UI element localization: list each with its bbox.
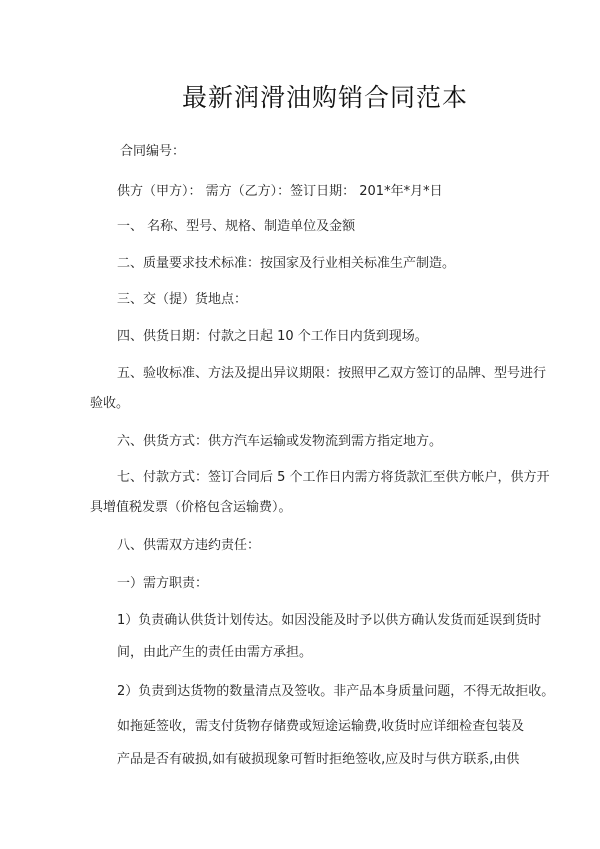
clause-5-cont: 验收。	[90, 396, 130, 411]
clause-3: 三、交（提）货地点：	[117, 292, 248, 307]
clause-2: 二、质量要求技术标准：按国家及行业相关标准生产制造。	[117, 256, 456, 271]
contract-number-line: 合同编号：	[120, 144, 186, 159]
duty-2: 2）负责到达货物的数量清点及签收。非产品本身质量问题，不得无故拒收。	[117, 684, 555, 699]
duty-2-cont-2: 产品是否有破损,如有破损现象可暂时拒绝签收,应及时与供方联系,由供	[117, 752, 520, 767]
duty-1-cont: 间，由此产生的责任由需方承担。	[117, 645, 313, 660]
clause-1: 一、 名称、型号、规格、制造单位及金额	[117, 219, 356, 234]
document-title: 最新润滑油购销合同范本	[181, 83, 468, 112]
clause-7-cont: 具增值税发票（价格包含运输费）。	[90, 500, 292, 515]
clause-6: 六、供货方式：供方汽车运输或发物流到需方指定地方。	[117, 434, 443, 449]
clause-5: 五、验收标准、方法及提出异议期限：按照甲乙双方签订的品牌、型号进行	[117, 366, 547, 381]
parties-line: 供方（甲方）： 需方（乙方）：签订日期： 201*年*月*日	[117, 184, 443, 199]
duty-2-cont-1: 如拖延签收，需支付货物存储费或短途运输费,收货时应详细检查包装及	[117, 719, 525, 734]
clause-8: 八、供需双方违约责任：	[117, 538, 261, 553]
buyer-duties-heading: 一）需方职责：	[117, 576, 209, 591]
clause-4: 四、供货日期：付款之日起 10 个工作日内货到现场。	[117, 329, 428, 344]
duty-1: 1）负责确认供货计划传达。如因没能及时予以供方确认发货而延误到货时	[117, 613, 542, 628]
clause-7: 七、付款方式：签订合同后 5 个工作日内需方将货款汇至供方帐户，供方开	[117, 470, 550, 485]
